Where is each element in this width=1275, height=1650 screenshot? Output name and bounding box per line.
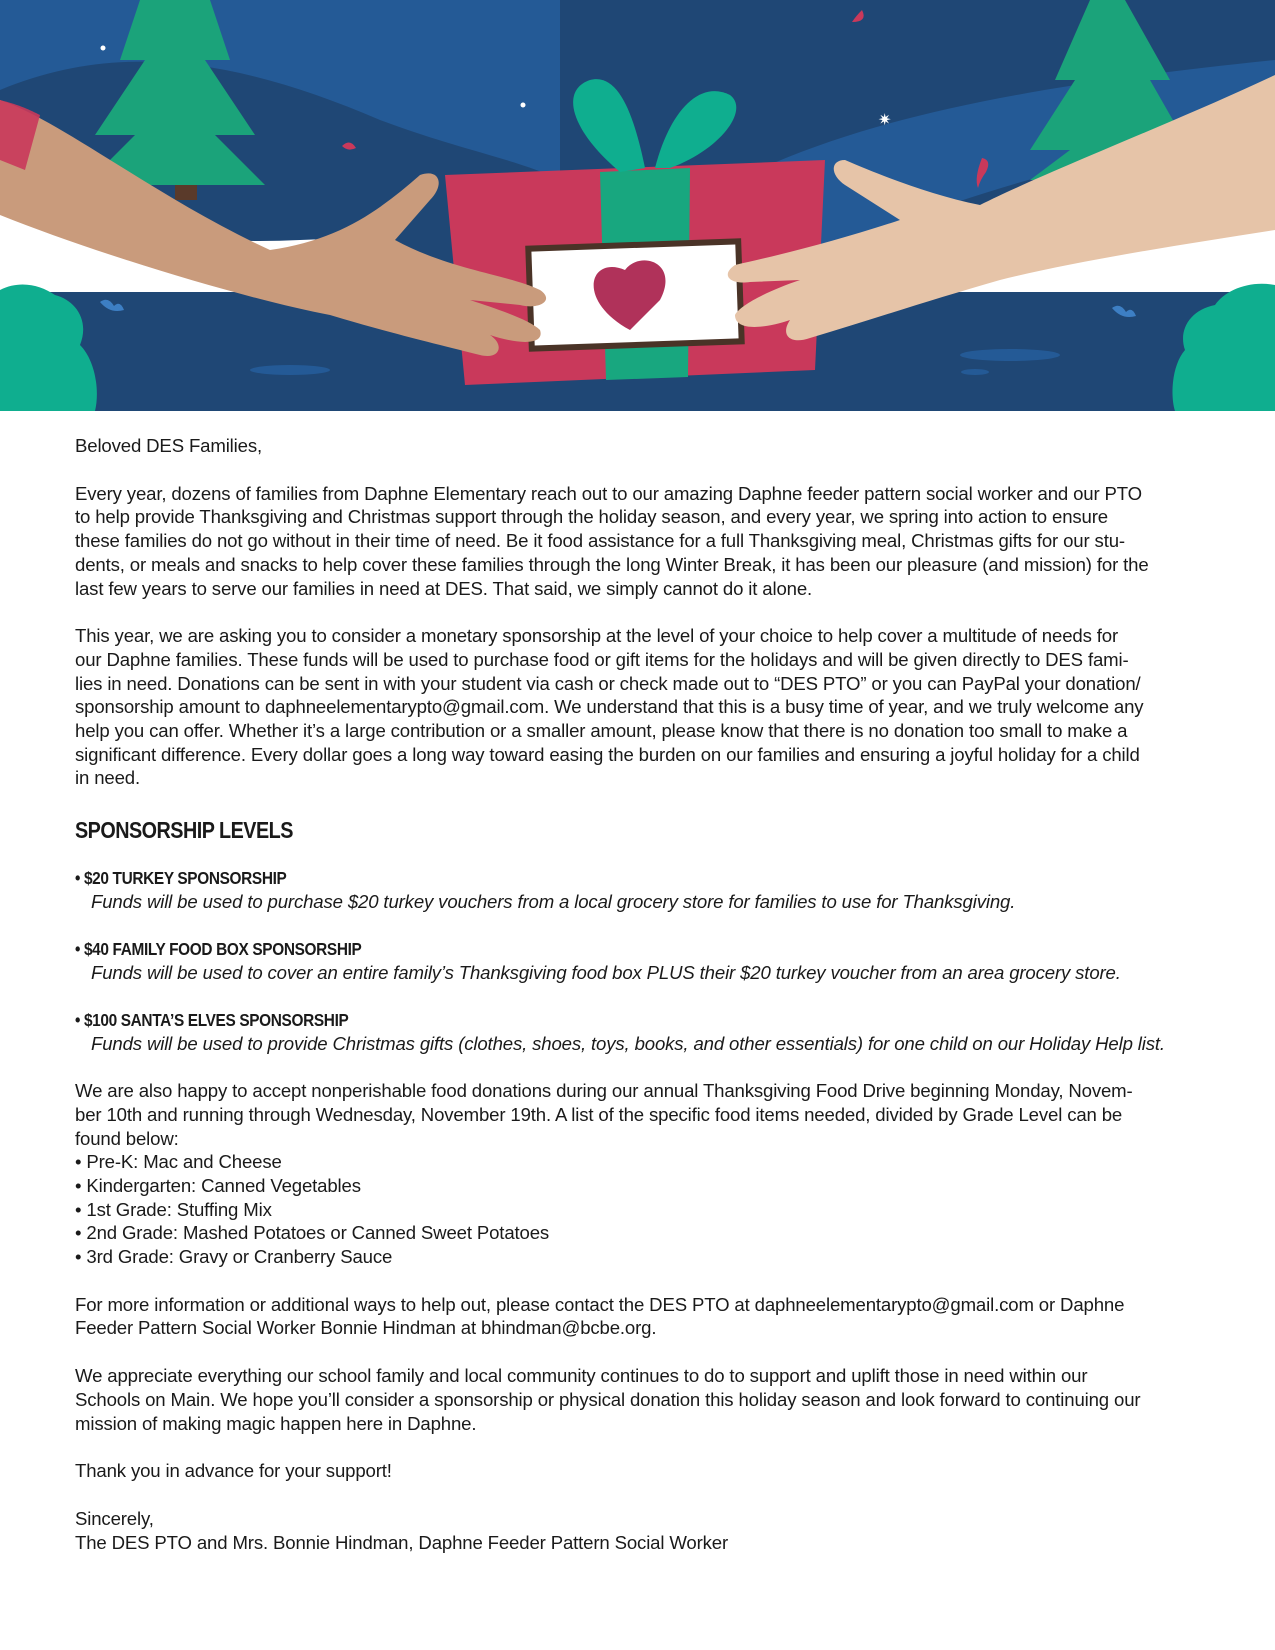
text-line: lies in need. Donations can be sent in with your student via cash or check made out to “DES PTO” or you can PayPal your donation/ [75,672,1141,694]
text-line: in need. [75,767,140,789]
text-line: help you can offer. Whether it’s a large contribution or a smaller amount, please know that there is no donation too small to make a [75,720,1128,742]
text-line: mission of making magic happen here in Daphne. [75,1412,477,1434]
text-line: Feeder Pattern Social Worker Bonnie Hindman at bhindman@bcbe.org. [75,1317,657,1339]
signature: The DES PTO and Mrs. Bonnie Hindman, Daphne Feeder Pattern Social Worker [75,1531,729,1553]
text-line: dents, or meals and snacks to help cover these families through the long Winter Break, it has been our pleasure (and mission) for the [75,553,1149,575]
list-item: • Pre-K: Mac and Cheese [75,1150,1205,1174]
letter-body [75,434,1205,1554]
text-line: significant difference. Every dollar goes a long way toward easing the burden on our families and ensuring a joyful holiday for a child [75,743,1140,765]
request-paragraph [75,624,1205,790]
level-title: • $20 TURKEY SPONSORSHIP [75,868,287,889]
text-line: We are also happy to accept nonperishable food donations during our annual Thanksgiving Food Drive beginning Monday, Novem- [75,1080,1133,1102]
text-line: sponsorship amount to daphneelementarypto@gmail.com. We understand that this is a busy time of year, and we truly welcome any [75,696,1144,718]
sponsorship-level-food-box [75,937,1205,984]
list-item: • Kindergarten: Canned Vegetables [75,1174,1205,1198]
level-description: Funds will be used to cover an entire family’s Thanksgiving food box PLUS their $20 turkey voucher from an area grocery store. [91,962,1121,984]
text-line: last few years to serve our families in need at DES. That said, we simply cannot do it alone. [75,577,813,599]
holiday-gift-illustration [0,0,1275,411]
sponsorship-heading: SPONSORSHIP LEVELS [75,817,293,844]
list-item: • 2nd Grade: Mashed Potatoes or Canned Sweet Potatoes [75,1221,1205,1245]
sponsorship-level-turkey [75,866,1205,913]
text-line: For more information or additional ways to help out, please contact the DES PTO at daphneelementarypto@gmail.com or Daphne [75,1293,1125,1315]
text-line: found below: [75,1127,179,1149]
food-drive-paragraph [75,1079,1205,1150]
text-line: our Daphne families. These funds will be used to purchase food or gift items for the holidays and will be given directly to DES fami- [75,648,1129,670]
text-line: to help provide Thanksgiving and Christmas support through the holiday season, and every year, we spring into action to ensure [75,506,1108,528]
appreciation-paragraph [75,1364,1205,1435]
svg-text:✷: ✷ [878,110,892,129]
level-title: • $100 SANTA’S ELVES SPONSORSHIP [75,1010,349,1031]
list-item: • 3rd Grade: Gravy or Cranberry Sauce [75,1245,1205,1269]
intro-paragraph [75,482,1205,601]
list-item: • 1st Grade: Stuffing Mix [75,1198,1205,1222]
thanks-line: Thank you in advance for your support! [75,1460,392,1482]
level-description: Funds will be used to provide Christmas gifts (clothes, shoes, toys, books, and other essentials) for one child on our Holiday Help list. [91,1033,1165,1055]
text-line: ber 10th and running through Wednesday, November 19th. A list of the specific food items needed, divided by Grade Level can be [75,1103,1123,1125]
contact-paragraph [75,1293,1205,1340]
text-line: Schools on Main. We hope you’ll consider a sponsorship or physical donation this holiday season and look forward to continuing our [75,1388,1141,1410]
closing: Sincerely, [75,1507,154,1529]
text-line: Every year, dozens of families from Daphne Elementary reach out to our amazing Daphne feeder pattern social worker and our PTO [75,482,1142,504]
level-title: • $40 FAMILY FOOD BOX SPONSORSHIP [75,939,362,960]
level-description: Funds will be used to purchase $20 turkey vouchers from a local grocery store for families to use for Thanksgiving. [91,891,1016,913]
greeting: Beloved DES Families, [75,435,262,456]
text-line: these families do not go without in their time of need. Be it food assistance for a full Thanksgiving meal, Christmas gifts for our stu- [75,530,1125,552]
text-line: We appreciate everything our school family and local community continues to do to support and uplift those in need within our [75,1365,1088,1387]
food-items-list [75,1150,1205,1269]
sponsorship-level-santas-elves [75,1008,1205,1055]
text-line: This year, we are asking you to consider a monetary sponsorship at the level of your choice to help cover a multitude of needs for [75,625,1118,647]
